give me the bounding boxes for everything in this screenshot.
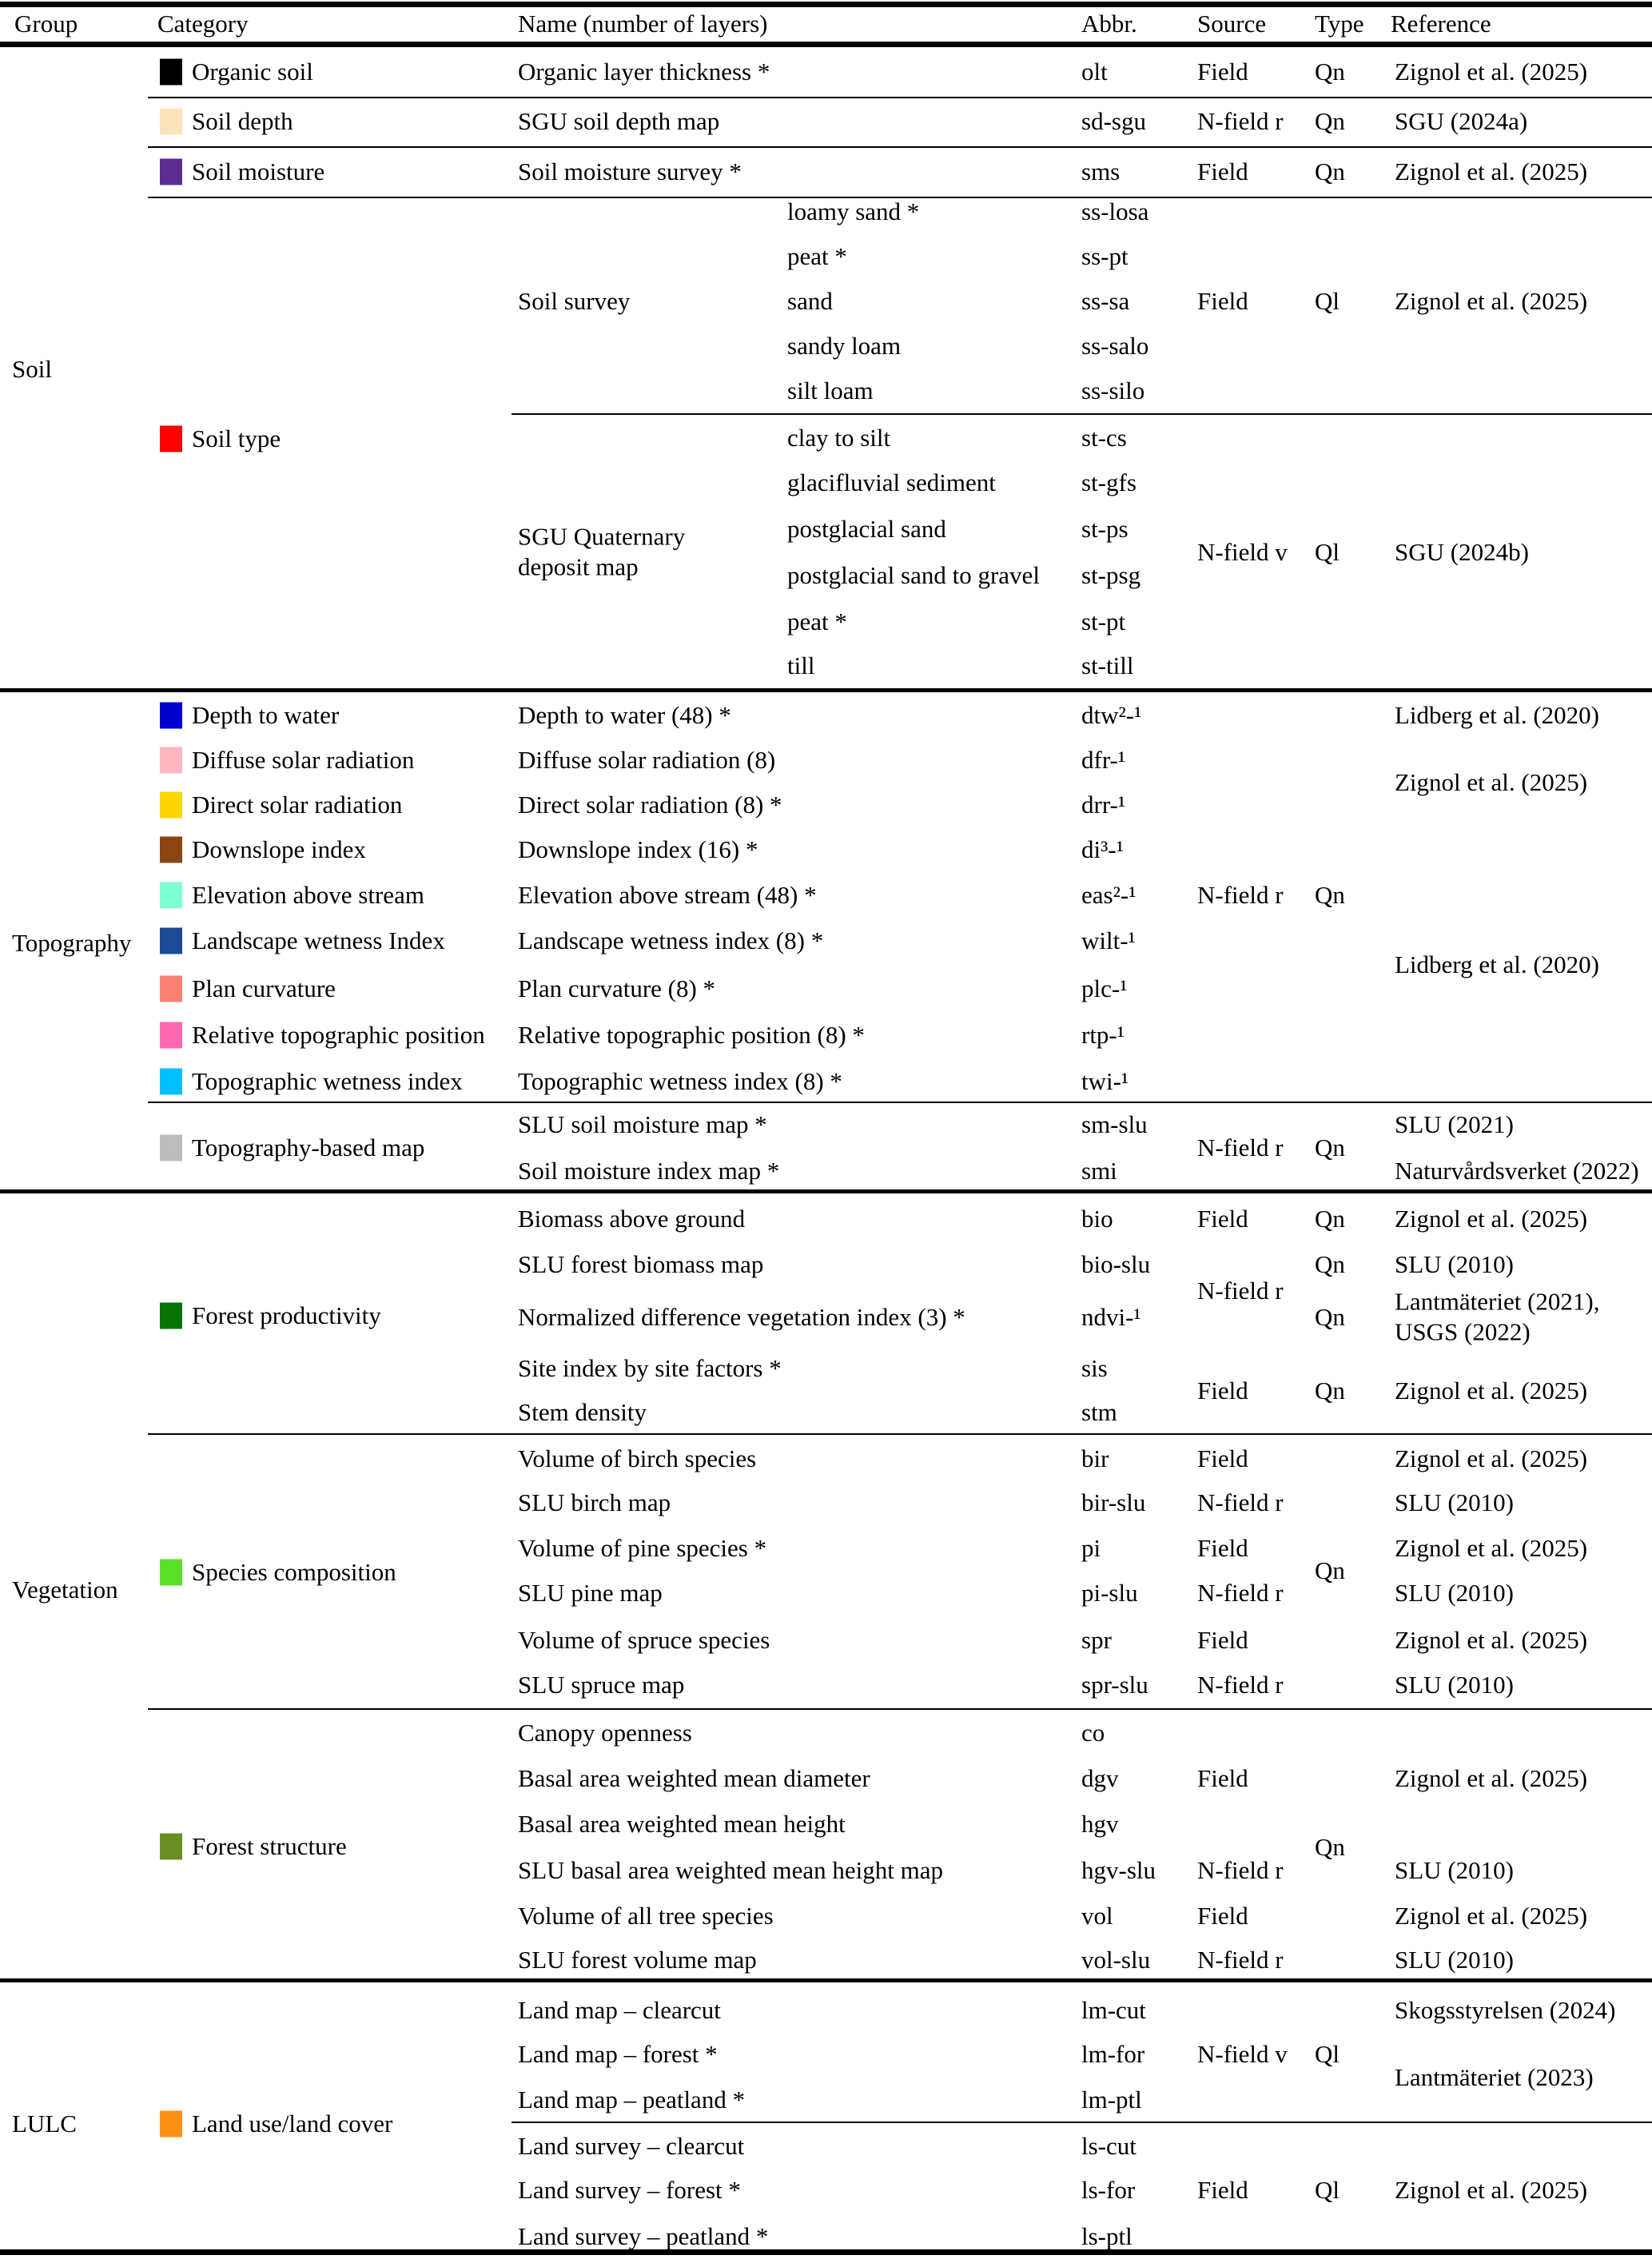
cell-source: N-field r: [1197, 1133, 1284, 1161]
row-name: Direct solar radiation (8) *: [518, 790, 782, 819]
row-abbr: hgv: [1081, 1809, 1119, 1838]
row-name: Normalized difference vegetation index (3) *: [518, 1302, 965, 1331]
row-name: Relative topographic position (8) *: [518, 1020, 865, 1049]
cell-type: Qn: [1315, 1249, 1345, 1278]
cell-source: N-field r: [1197, 106, 1284, 135]
cell-type: Qn: [1315, 1204, 1345, 1233]
row-abbr: st-cs: [1081, 423, 1127, 452]
category-color-swatch: [160, 1834, 182, 1860]
row-abbr: ls-for: [1081, 2175, 1136, 2204]
cell-reference: SGU (2024b): [1395, 537, 1529, 566]
row-name: SLU soil moisture map *: [518, 1110, 767, 1138]
category-label: Relative topographic position: [192, 1020, 485, 1049]
cell-source: N-field r: [1197, 1855, 1284, 1884]
column-header-source: Source: [1197, 9, 1267, 38]
row-abbr: pi-slu: [1081, 1578, 1138, 1607]
row-name: Land survey – clearcut: [518, 2131, 745, 2160]
row-name: Downslope index (16) *: [518, 835, 758, 863]
cell-source: Field: [1197, 1901, 1248, 1930]
row-subname: loamy sand *: [787, 197, 920, 225]
cell-type: Qn: [1315, 1133, 1345, 1161]
cell-type: Ql: [1315, 537, 1340, 566]
cell-reference: SLU (2010): [1395, 1488, 1514, 1516]
category-color-swatch: [160, 976, 182, 1002]
row-subname: glacifluvial sediment: [787, 468, 996, 496]
cell-reference: Naturvårdsverket (2022): [1395, 1156, 1639, 1185]
cell-reference: Zignol et al. (2025): [1395, 1763, 1588, 1792]
group-label: Vegetation: [12, 1575, 118, 1604]
category-color-swatch: [160, 2110, 182, 2137]
row-abbr: plc-¹: [1081, 974, 1128, 1002]
cell-reference: Zignol et al. (2025): [1395, 2175, 1588, 2204]
row-abbr: bio-slu: [1081, 1249, 1151, 1278]
category-divider: [148, 1102, 1652, 1103]
row-abbr: pi: [1081, 1533, 1101, 1562]
row-name: SLU basal area weighted mean height map: [518, 1855, 943, 1884]
category-label: Soil moisture: [192, 157, 325, 185]
row-abbr: st-pt: [1081, 607, 1126, 635]
row-name: Elevation above stream (48) *: [518, 880, 817, 909]
category-color-swatch: [160, 747, 182, 774]
cell-reference-line: USGS (2022): [1395, 1318, 1531, 1346]
cell-reference: SLU (2021): [1395, 1110, 1514, 1138]
cell-type: Qn: [1315, 1302, 1345, 1331]
category-label: Topography-based map: [192, 1133, 425, 1161]
row-name: Site index by site factors *: [518, 1353, 782, 1382]
cell-type: Ql: [1315, 2039, 1340, 2068]
cell-source: Field: [1197, 57, 1248, 86]
cell-type: Ql: [1315, 2175, 1340, 2204]
row-name: Land map – peatland *: [518, 2085, 746, 2114]
column-header-reference: Reference: [1391, 9, 1491, 38]
group-divider-vegetation: [0, 1978, 1652, 1982]
group-divider-topography: [0, 1189, 1652, 1193]
cell-source: Field: [1197, 1763, 1248, 1792]
row-abbr: co: [1081, 1718, 1105, 1747]
row-name: Basal area weighted mean height: [518, 1809, 846, 1838]
row-name: Diffuse solar radiation (8): [518, 745, 776, 774]
cell-source: N-field r: [1197, 1670, 1284, 1699]
cell-source: N-field v: [1197, 537, 1288, 566]
category-color-swatch: [160, 882, 182, 909]
category-label: Landscape wetness Index: [192, 926, 445, 954]
cell-reference: SLU (2010): [1395, 1249, 1514, 1278]
cell-source: N-field r: [1197, 1578, 1284, 1607]
row-abbr: ss-silo: [1081, 376, 1145, 404]
row-name: SLU spruce map: [518, 1670, 685, 1699]
cell-reference: SLU (2010): [1395, 1578, 1514, 1607]
cell-source: Field: [1197, 1204, 1248, 1233]
group-label: Soil: [12, 354, 52, 383]
row-abbr: vol: [1081, 1901, 1113, 1930]
cell-reference: Zignol et al. (2025): [1395, 57, 1588, 86]
category-color-swatch: [160, 59, 182, 86]
row-abbr: sd-sgu: [1081, 106, 1146, 135]
column-header-group: Group: [14, 9, 78, 38]
block-label: [518, 522, 685, 584]
row-abbr: ss-sa: [1081, 286, 1130, 315]
row-name: SGU soil depth map: [518, 106, 720, 135]
cell-reference: Zignol et al. (2025): [1395, 767, 1588, 796]
cell-reference: Zignol et al. (2025): [1395, 1204, 1588, 1233]
category-color-swatch: [160, 1303, 182, 1329]
row-name: Volume of pine species *: [518, 1533, 767, 1562]
category-divider: [148, 1433, 1652, 1435]
cell-source: Field: [1197, 1625, 1248, 1654]
block-label-line: deposit map: [518, 553, 639, 581]
row-abbr: olt: [1081, 57, 1108, 86]
category-divider: [148, 1708, 1652, 1710]
category-label: Land use/land cover: [192, 2109, 393, 2137]
row-subname: peat *: [787, 241, 847, 270]
row-abbr: ls-cut: [1081, 2131, 1136, 2160]
cell-reference: Zignol et al. (2025): [1395, 1533, 1588, 1562]
category-label: Depth to water: [192, 700, 340, 729]
category-label: Elevation above stream: [192, 880, 424, 909]
row-name: SLU birch map: [518, 1488, 671, 1516]
category-color-swatch: [160, 1022, 182, 1049]
row-name: SLU forest biomass map: [518, 1249, 764, 1278]
cell-source: N-field r: [1197, 880, 1284, 909]
row-abbr: bir: [1081, 1444, 1109, 1472]
row-subname: till: [787, 651, 815, 679]
group-label: LULC: [12, 2109, 77, 2137]
group-divider-soil: [0, 688, 1652, 692]
row-abbr: sms: [1081, 157, 1121, 185]
cell-source: Field: [1197, 1376, 1248, 1404]
row-abbr: stm: [1081, 1397, 1117, 1426]
row-abbr: hgv-slu: [1081, 1855, 1156, 1884]
block-divider: [512, 2122, 1652, 2123]
row-subname: sand: [787, 286, 833, 315]
cell-source: Field: [1197, 1533, 1248, 1562]
cell-reference: Zignol et al. (2025): [1395, 1444, 1588, 1472]
row-abbr: lm-cut: [1081, 1995, 1146, 2024]
cell-type: Qn: [1315, 1376, 1345, 1404]
cell-reference: Zignol et al. (2025): [1395, 286, 1588, 315]
column-header-category: Category: [157, 9, 249, 38]
row-abbr: spr: [1081, 1625, 1112, 1654]
category-label: Downslope index: [192, 835, 366, 863]
column-header-abbr: Abbr.: [1081, 9, 1137, 38]
row-name: Topographic wetness index (8) *: [518, 1066, 842, 1095]
row-abbr: ndvi-¹: [1081, 1302, 1141, 1331]
cell-reference: [1395, 1287, 1600, 1349]
cell-type: Qn: [1315, 57, 1345, 86]
row-subname: postglacial sand to gravel: [787, 560, 1040, 589]
row-name: Volume of spruce species: [518, 1625, 770, 1654]
row-name: Organic layer thickness *: [518, 57, 770, 86]
header-bottom-border: [0, 42, 1652, 47]
cell-reference: Lidberg et al. (2020): [1395, 700, 1599, 729]
block-label: [518, 286, 630, 317]
row-name: Land map – forest *: [518, 2039, 718, 2068]
cell-reference: Lidberg et al. (2020): [1395, 950, 1599, 978]
cell-source: Field: [1197, 286, 1248, 315]
row-abbr: bir-slu: [1081, 1488, 1146, 1516]
row-abbr: eas²-¹: [1081, 880, 1136, 909]
table-top-border: [0, 2, 1652, 7]
category-label: Topographic wetness index: [192, 1066, 463, 1095]
cell-source: N-field r: [1197, 1276, 1284, 1305]
cell-type: Qn: [1315, 106, 1345, 135]
row-abbr: lm-for: [1081, 2039, 1145, 2068]
category-label: Direct solar radiation: [192, 790, 403, 819]
row-abbr: wilt-¹: [1081, 926, 1136, 954]
row-abbr: ls-ptl: [1081, 2221, 1133, 2250]
cell-source: Field: [1197, 157, 1248, 185]
row-name: Stem density: [518, 1397, 647, 1426]
category-color-swatch: [160, 109, 182, 135]
category-label: Forest structure: [192, 1831, 347, 1860]
category-label: Organic soil: [192, 57, 313, 86]
row-name: SLU pine map: [518, 1578, 663, 1607]
column-header-name: Name (number of layers): [518, 9, 768, 38]
block-divider: [512, 413, 1652, 415]
cell-source: N-field r: [1197, 1488, 1284, 1516]
column-header-type: Type: [1315, 9, 1364, 38]
cell-reference: SGU (2024a): [1395, 106, 1528, 135]
row-name: Biomass above ground: [518, 1204, 746, 1233]
row-name: Volume of birch species: [518, 1444, 757, 1472]
row-abbr: ss-losa: [1081, 197, 1149, 225]
cell-reference: Zignol et al. (2025): [1395, 157, 1588, 185]
row-abbr: st-psg: [1081, 560, 1141, 589]
row-name: Landscape wetness index (8) *: [518, 926, 824, 954]
category-color-swatch: [160, 837, 182, 863]
row-name: SLU forest volume map: [518, 1945, 757, 1974]
row-name: Land survey – peatland *: [518, 2221, 769, 2250]
row-abbr: dtw²-¹: [1081, 700, 1142, 729]
category-divider: [148, 97, 1652, 98]
row-abbr: twi-¹: [1081, 1066, 1129, 1095]
row-name: Basal area weighted mean diameter: [518, 1763, 870, 1792]
row-name: Volume of all tree species: [518, 1901, 774, 1930]
row-name: Soil moisture index map *: [518, 1156, 780, 1185]
cell-type: Qn: [1315, 880, 1345, 909]
cell-reference: Zignol et al. (2025): [1395, 1625, 1588, 1654]
row-abbr: dfr-¹: [1081, 745, 1126, 774]
category-label: Soil depth: [192, 106, 293, 135]
row-subname: silt loam: [787, 376, 874, 404]
cell-source: N-field v: [1197, 2039, 1288, 2068]
category-label: Plan curvature: [192, 974, 336, 1002]
row-abbr: dgv: [1081, 1763, 1119, 1792]
category-label: Species composition: [192, 1557, 396, 1586]
row-abbr: drr-¹: [1081, 790, 1126, 819]
cell-type: Ql: [1315, 286, 1340, 315]
category-color-swatch: [160, 1135, 182, 1161]
row-name: Canopy openness: [518, 1718, 692, 1747]
row-name: Soil moisture survey *: [518, 157, 742, 185]
block-label-line: Soil survey: [518, 286, 631, 315]
category-color-swatch: [160, 159, 182, 185]
cell-reference-line: Lantmäteriet (2021),: [1395, 1287, 1600, 1316]
category-color-swatch: [160, 792, 182, 819]
row-abbr: st-ps: [1081, 514, 1129, 543]
cell-reference: Zignol et al. (2025): [1395, 1901, 1588, 1930]
category-label: Forest productivity: [192, 1301, 381, 1329]
row-abbr: ss-salo: [1081, 331, 1149, 360]
cell-reference: SLU (2010): [1395, 1670, 1514, 1699]
cell-source: N-field r: [1197, 1945, 1284, 1974]
cell-reference: SLU (2010): [1395, 1855, 1514, 1884]
category-color-swatch: [160, 426, 182, 452]
row-subname: postglacial sand: [787, 514, 946, 543]
cell-reference: SLU (2010): [1395, 1945, 1514, 1974]
row-abbr: sm-slu: [1081, 1110, 1148, 1138]
cell-source: Field: [1197, 2175, 1248, 2204]
category-color-swatch: [160, 703, 182, 729]
cell-reference: Zignol et al. (2025): [1395, 1376, 1588, 1404]
category-color-swatch: [160, 928, 182, 954]
row-abbr: smi: [1081, 1156, 1117, 1185]
row-name: Land survey – forest *: [518, 2175, 741, 2204]
group-label: Topography: [12, 928, 132, 957]
cell-reference: Lantmäteriet (2023): [1395, 2062, 1594, 2091]
row-subname: clay to silt: [787, 423, 891, 452]
block-label-line: SGU Quaternary: [518, 522, 686, 551]
category-color-swatch: [160, 1559, 182, 1585]
table-bottom-border: [0, 2249, 1652, 2255]
cell-type: Qn: [1315, 1832, 1345, 1861]
row-abbr: di³-¹: [1081, 835, 1125, 863]
row-abbr: st-till: [1081, 651, 1134, 679]
category-label: Diffuse solar radiation: [192, 745, 415, 774]
row-abbr: st-gfs: [1081, 468, 1136, 496]
cell-type: Qn: [1315, 157, 1345, 185]
cell-reference: Skogsstyrelsen (2024): [1395, 1995, 1616, 2024]
row-abbr: spr-slu: [1081, 1670, 1148, 1699]
category-color-swatch: [160, 1069, 182, 1095]
row-abbr: sis: [1081, 1353, 1108, 1382]
cell-source: Field: [1197, 1444, 1248, 1472]
row-abbr: lm-ptl: [1081, 2085, 1142, 2114]
row-abbr: vol-slu: [1081, 1945, 1151, 1974]
row-abbr: ss-pt: [1081, 241, 1129, 270]
row-subname: peat *: [787, 607, 847, 635]
row-abbr: bio: [1081, 1204, 1113, 1233]
row-name: Plan curvature (8) *: [518, 974, 716, 1002]
category-divider: [148, 146, 1652, 148]
category-label: Soil type: [192, 424, 281, 452]
row-name: Land map – clearcut: [518, 1995, 721, 2024]
row-name: Depth to water (48) *: [518, 700, 731, 729]
row-subname: sandy loam: [787, 331, 902, 360]
cell-type: Qn: [1315, 1556, 1345, 1584]
row-abbr: rtp-¹: [1081, 1020, 1125, 1049]
